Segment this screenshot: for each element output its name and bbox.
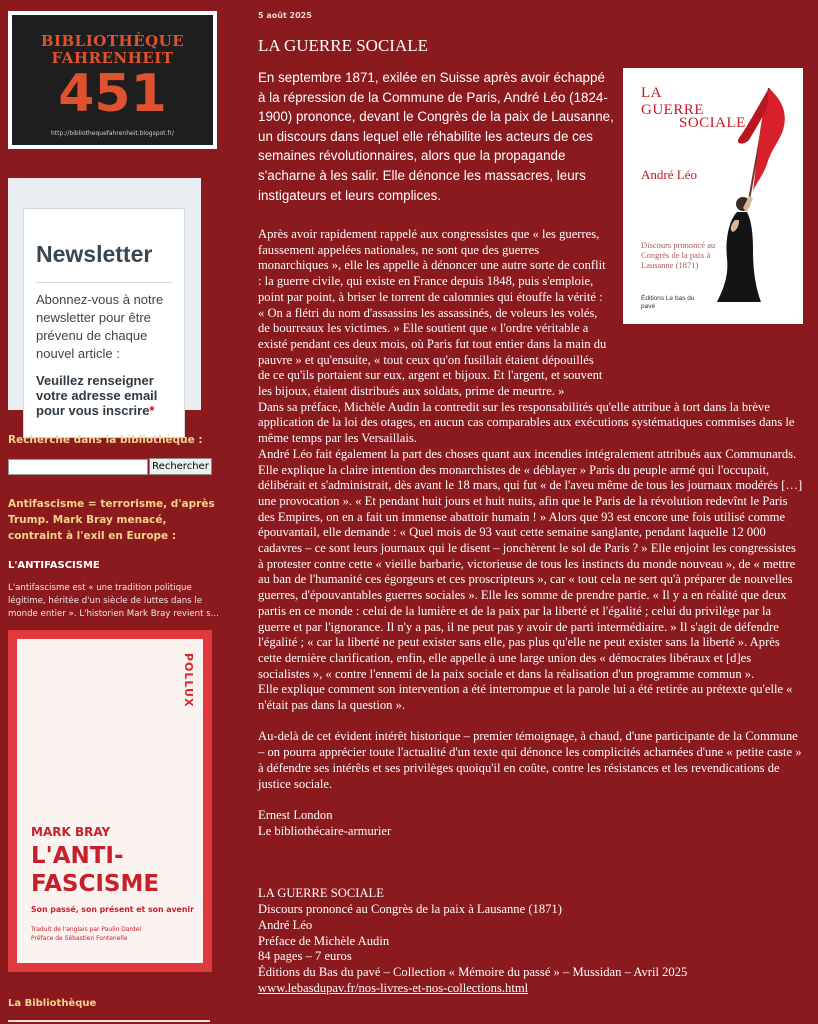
- cover-title-la: LA: [641, 85, 662, 101]
- book-title-line2: FASCISME: [31, 871, 160, 897]
- paragraph-5: Au-delà de cet évident intérêt historique – premier témoignage, à chaud, d'une participante de la Commune – on pourra apprécier toute l'actualité d'un texte qui dénonce les complicités acharnées d'une « petite caste » à défendre ses intérêts et ses privilèges quoiqu'il en coûte, contre les résistances et les revendications de justice sociale.: [258, 729, 802, 791]
- logo-line1: BIBLIOTHÈQUE: [40, 32, 185, 50]
- publisher-label: POLLUX: [182, 653, 195, 708]
- featured-post-excerpt: L'antifascisme est « une tradition politique légitime, héritée d'un siècle de luttes dans le monde entier ». L'historien Mark Bray revient s...: [8, 583, 219, 619]
- library-divider: [8, 1020, 210, 1022]
- paragraph-3: André Léo fait également la part des choses quant aux incendies intégralement attribués aux Communards. Elle explique la claire intention des monarchistes de « déblayer » Paris du peuple armé qui l'occupait, délibérait et s'administrait, dès avant le 18 mars, qui fut « de l'aveu même de tous les journaux modérés […] une provocation ». « Et pendant huit jours et huit nuits, afin que le Paris de la révolution redevînt le Paris des Empires, on en a fait un immense abattoir humain ! » Alors que 93 est encore une fois utilisé comme épouvantail, elle demande : « Quel mois de 93 vaut cette semaine sanglante, pendant laquelle 12 000 cadavres – ce sont leurs journaux qui le disent – jonchèrent le sol de Paris ? » Elle enjoint les congressistes à protester contre cette « vieille barbarie, victorieuse de tous les instincts du monde nouveau », de « mettre au ban de l'humanité ces égorgeurs et ces proscripteurs », car « tout cela ne sert qu'à préparer de nouvelles guerres, d'épouvantables guerres sociales ». Elle les somme de prendre partie. « Il y a en réalité que deux partis en ce monde : celui de la lumière et de la paix par la liberté et l'égalité ; celui du privilège par la guerre et par l'ignorance. Il n'y a pas, il ne peut pas y avoir de parti intermédiaire. » Il s'agit de défendre l'égalité ; « car la liberté ne peut exister sans elle, pas plus qu'elle ne peut exister sans la liberté ». Après cette dernière clarification, enfin, elle appelle à une large union des « démocrates libéraux et [d]es socialistes », « contre l'ennemi de la paix sociale et dans la réalisation d'un programme commun ».: [258, 446, 803, 681]
- cover-title-line1: [641, 85, 704, 119]
- cover-author: André Léo: [641, 167, 697, 182]
- newsletter-title: Newsletter: [36, 241, 153, 267]
- featured-heading: Antifascisme = terrorisme, d'après Trump. Mark Bray menacé, contraint à l'exil en Europe :: [8, 498, 215, 542]
- colophon-title: LA GUERRE SOCIALE: [258, 886, 384, 901]
- post-date: 5 août 2025: [258, 11, 312, 20]
- book-author: MARK BRAY: [31, 825, 111, 839]
- colophon-author: André Léo: [258, 917, 313, 932]
- paragraph-1: Après avoir rapidement rappelé aux congressistes que « les guerres, faussement appelées nationales, ne sont que des guerres monarchiques », elle les appelle à dénoncer une autre sorte de conflit : la guerre civile, qui existe en France depuis 1848, puis s'emploie, point par point, à briser le torrent de calomnies qui étouffe la vérité : « On a flétri du nom d'assassins les assassinés, de voleurs les volés, de bourreaux les victimes. » Elle soutient que « l'ordre véritable a existé pendant ces deux mois, où Paris fut tout entier dans la main du pauvre » et qu'ensuite, « tout ceux qu'on fusillait étaient dépouillés de ce qu'ils portaient sur eux, argent et bijoux. Et l'argent, et souvent les bijoux, étaient distribués aux soldats, prime de meurtre. »: [258, 227, 607, 399]
- spacer: [258, 714, 803, 730]
- search-button[interactable]: Rechercher: [149, 458, 212, 475]
- newsletter-divider: [36, 282, 172, 283]
- logo-line2: FAHRENHEIT: [51, 49, 174, 67]
- publisher-link[interactable]: www.lebasdupav.fr/nos-livres-et-nos-collections.html: [258, 980, 529, 995]
- cover-title-guerre: GUERRE: [641, 102, 704, 118]
- featured-book-inner: [17, 639, 203, 963]
- colophon-subtitle: Discours prononcé au Congrès de la paix à Lausanne (1871): [258, 902, 562, 917]
- spacer: [258, 871, 803, 887]
- newsletter-widget: [8, 178, 201, 418]
- colophon-details: 84 pages – 7 euros: [258, 949, 352, 964]
- spacer: [258, 839, 803, 855]
- featured-book-cover[interactable]: [8, 630, 212, 972]
- colophon-edition: Éditions du Bas du pavé – Collection « Mémoire du passé » – Mussidan – Avril 2025: [258, 964, 688, 979]
- newsletter-prompt-text: Veuillez renseigner votre adresse email pour vous inscrire: [36, 373, 158, 418]
- featured-post-link[interactable]: L'ANTIFASCISME: [8, 560, 100, 571]
- search-heading: Recherche dans la bibliothèque :: [8, 434, 203, 446]
- cover-description: Discours prononcé au Congrès de la paix à Lausanne (1871): [641, 240, 716, 270]
- cover-title-sociale: SOCIALE: [679, 115, 746, 131]
- book-preface: Préface de Sébastien Fontenelle: [31, 935, 128, 942]
- book-subtitle: Son passé, son présent et son avenir: [31, 905, 194, 914]
- post-body: [258, 227, 803, 996]
- required-mark: *: [149, 403, 155, 418]
- blog-logo[interactable]: [8, 11, 217, 149]
- newsletter-prompt: [36, 373, 172, 418]
- spacer: [258, 792, 803, 808]
- logo-image: [12, 15, 213, 145]
- post-title[interactable]: LA GUERRE SOCIALE: [258, 36, 428, 55]
- signature-name: Ernest London: [258, 807, 333, 822]
- spacer: [258, 855, 803, 871]
- book-translator: Traduit de l'anglais par Paulin Dardel: [31, 926, 142, 933]
- logo-number: 451: [58, 64, 167, 124]
- book-title-line1: L'ANTI-: [31, 843, 124, 869]
- logo-url: http://bibliothequefahrenheit.blogspot.fr/: [50, 130, 175, 137]
- newsletter-text: Abonnez-vous à notre newsletter pour être prévenu de chaque nouvel article :: [36, 292, 164, 361]
- colophon-preface: Préface de Michèle Audin: [258, 933, 390, 948]
- sidebar: [0, 0, 236, 1024]
- search-input[interactable]: [8, 459, 148, 475]
- cover-publisher: Éditions Le bas du pavé: [641, 295, 695, 310]
- library-heading: La Bibliothèque: [8, 998, 97, 1009]
- post-intro: En septembre 1871, exilée en Suisse après avoir échappé à la répression de la Commune de Paris, André Léo (1824-1900) prononce, devant le Congrès de la paix de Lausanne, un discours dans lequel elle réhabilite les acteurs de ces semaines révolutionnaires, alors que la propagande s'acharne à les salir. Elle dénonce les massacres, leurs instigateurs et leurs complices.: [258, 70, 614, 203]
- paragraph-2: Dans sa préface, Michèle Audin la contredit sur les responsabilités qu'elle attribue à tort dans la brève application de la loi des otages, en aucun cas comparables aux exécutions systématiques commises dans le même temps par les Versaillais.: [258, 399, 795, 446]
- signature-role: Le bibliothécaire-armurier: [258, 823, 392, 838]
- paragraph-4: Elle explique comment son intervention a été interrompue et la parole lui a été retirée au prétexte qu'elle « n'était pas dans la question ».: [258, 682, 793, 713]
- newsletter-card: [23, 208, 185, 438]
